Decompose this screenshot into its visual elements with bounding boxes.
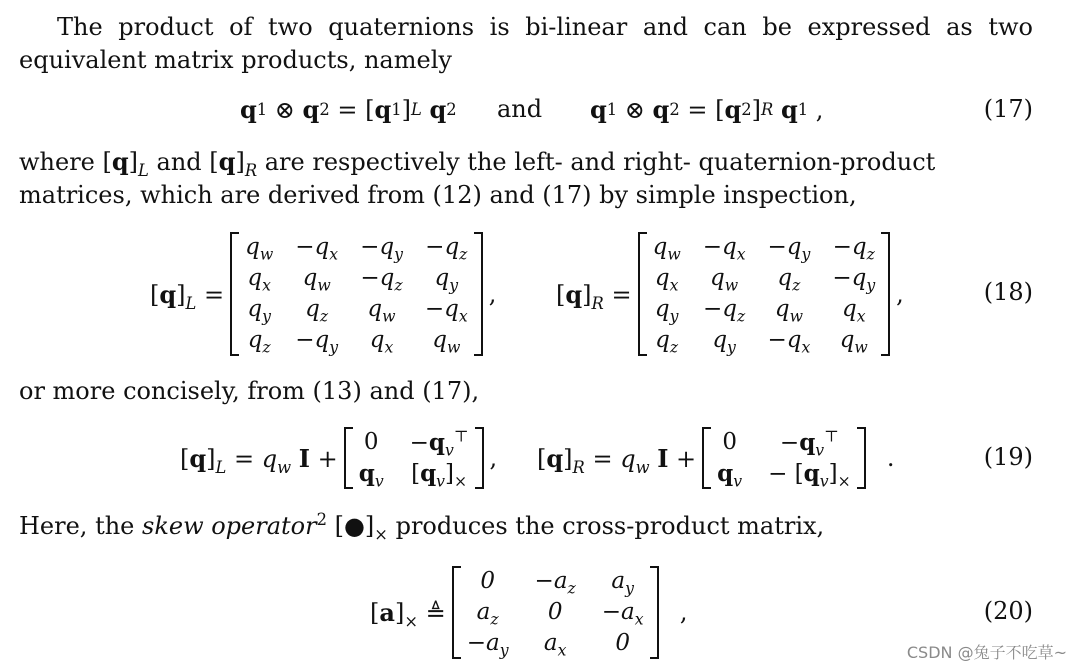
matrix-cell: $-a_z$ (534, 567, 576, 598)
eq19-right: $[q]_R = q_w$ I + 0 $-q_v^⊤$ $q_v$ − $[q_v]_\times$ . (537, 426, 895, 491)
matrix-cell: $-q_y$ (360, 234, 403, 264)
skew-paragraph: Here, the skew operator$^2$ $[●]_\times$ produces the cross-product matrix, (19, 510, 825, 544)
eq17-connector: and (497, 95, 543, 123)
equation-number: (17) (983, 95, 1033, 123)
matrix-cell: $a_x$ (543, 629, 567, 660)
matrix-cell: $-q_z$ (425, 234, 468, 264)
matrix-cell: $q_w$ (245, 234, 274, 264)
matrix-cell: $-q_x$ (424, 296, 468, 326)
matrix-cell: $q_w$ (432, 327, 461, 357)
matrix-cell: $-q_z$ (702, 296, 746, 326)
equation-19 (0, 423, 1081, 495)
matrix-cell: 0 (480, 567, 495, 594)
matrix-cell: $-q_y$ (767, 234, 811, 264)
matrix-cell: 0 (615, 629, 630, 656)
matrix-cell: $q_w$ (367, 296, 396, 326)
matrix-cell: $q_w$ (839, 327, 868, 357)
matrix-cell: $q_z$ (777, 265, 801, 295)
matrix-skew (452, 566, 659, 659)
equation-number: (18) (983, 278, 1033, 306)
eq17-left: q 1 ⊗ q 2 = [ q 1 ] L q 2 (240, 95, 457, 124)
concise-paragraph: or more concisely, from (13) and (17), (19, 377, 480, 405)
matrix-cell: $q_x$ (841, 296, 866, 326)
matrix-cell: $q_z$ (655, 327, 679, 357)
matrix-cell: $q_x$ (247, 265, 271, 295)
matrix-cell: $-q_x$ (295, 234, 339, 264)
matrix-cell: $-q_y$ (295, 327, 339, 357)
matrix-cell: $-a_y$ (466, 629, 509, 660)
matrix-cell: 0 (547, 598, 563, 625)
eq19-left: $[q]_L = q_w$ I + 0 $-q_v^⊤$ $q_v$ $[q_v]_\times$ , (180, 426, 498, 491)
matrix-cell: $a_y$ (611, 567, 634, 598)
equation-17 (0, 95, 1081, 131)
matrix-cell: $-q_y$ (832, 265, 876, 295)
matrix-cell: $a_z$ (476, 598, 499, 629)
intro-paragraph: The product of two quaternions is bi-linear and can be expressed as two equivalent matrix products, namely (19, 13, 1033, 74)
matrix-cell: $q_z$ (247, 327, 271, 357)
matrix-cell: $-q_x$ (702, 234, 746, 264)
matrix-cell: $q_y$ (434, 265, 459, 295)
matrix-cell: $q_y$ (654, 296, 679, 326)
definition-paragraph: where $[q]_L$ and $[q]_R$ are respectively the left- and right- quaternion-product matrices, which are derived from (12) and (17) by simple inspection, (19, 147, 936, 209)
eq17-right: q 1 ⊗ q 2 = [ q 2 ] R q 1 , (590, 95, 824, 124)
equation-number: (19) (983, 443, 1033, 471)
matrix-cell: $-q_x$ (767, 327, 811, 357)
matrix-cell: $q_x$ (654, 265, 679, 295)
matrix-QR (638, 232, 891, 356)
equation-number: (20) (983, 597, 1033, 625)
matrix-QL-block: $[q]_L$ = $q_w$ $-q_x$ $-q_y$ $-q_z$ $q_x$ $q_w$ $-q_z$ $q_y$ $q_y$ $q_z$ $q_w$ $-q_x$ $q_z$ $-q_y$ $q_x$ $q_w$ , (150, 234, 497, 357)
matrix-cell: $q_y$ (247, 296, 271, 326)
matrix-cell: $q_w$ (652, 234, 681, 264)
matrix-cell: $q_w$ (710, 265, 739, 295)
matrix-cell: $-a_x$ (601, 598, 644, 629)
matrix-skew-block: $[a]_\times$ ≜ 0 $-a_z$ $a_y$ $a_z$ 0 $-a_x$ $-a_y$ $a_x$ 0 , (370, 567, 688, 660)
matrix-cell: $q_w$ (774, 296, 803, 326)
matrix-cell: $q_x$ (369, 327, 394, 357)
matrix-QR-block: $[q]_R$ = $q_w$ $-q_x$ $-q_y$ $-q_z$ $q_x$ $q_w$ $q_z$ $-q_y$ $q_y$ $-q_z$ $q_w$ $q_x$ $q_z$ $q_y$ $-q_x$ $q_w$ , (556, 234, 904, 357)
matrix-cell: $q_y$ (712, 327, 736, 357)
matrix-cell: $-q_z$ (832, 234, 875, 264)
equation-18 (0, 230, 1081, 360)
matrix-cell: $q_z$ (305, 296, 329, 326)
matrix-cell: $-q_z$ (360, 265, 403, 295)
eq17-trail: , (815, 95, 824, 124)
watermark: CSDN @兔子不吃草~ (906, 643, 1067, 662)
matrix-QL (230, 232, 483, 356)
matrix-cell: $q_w$ (302, 265, 331, 295)
